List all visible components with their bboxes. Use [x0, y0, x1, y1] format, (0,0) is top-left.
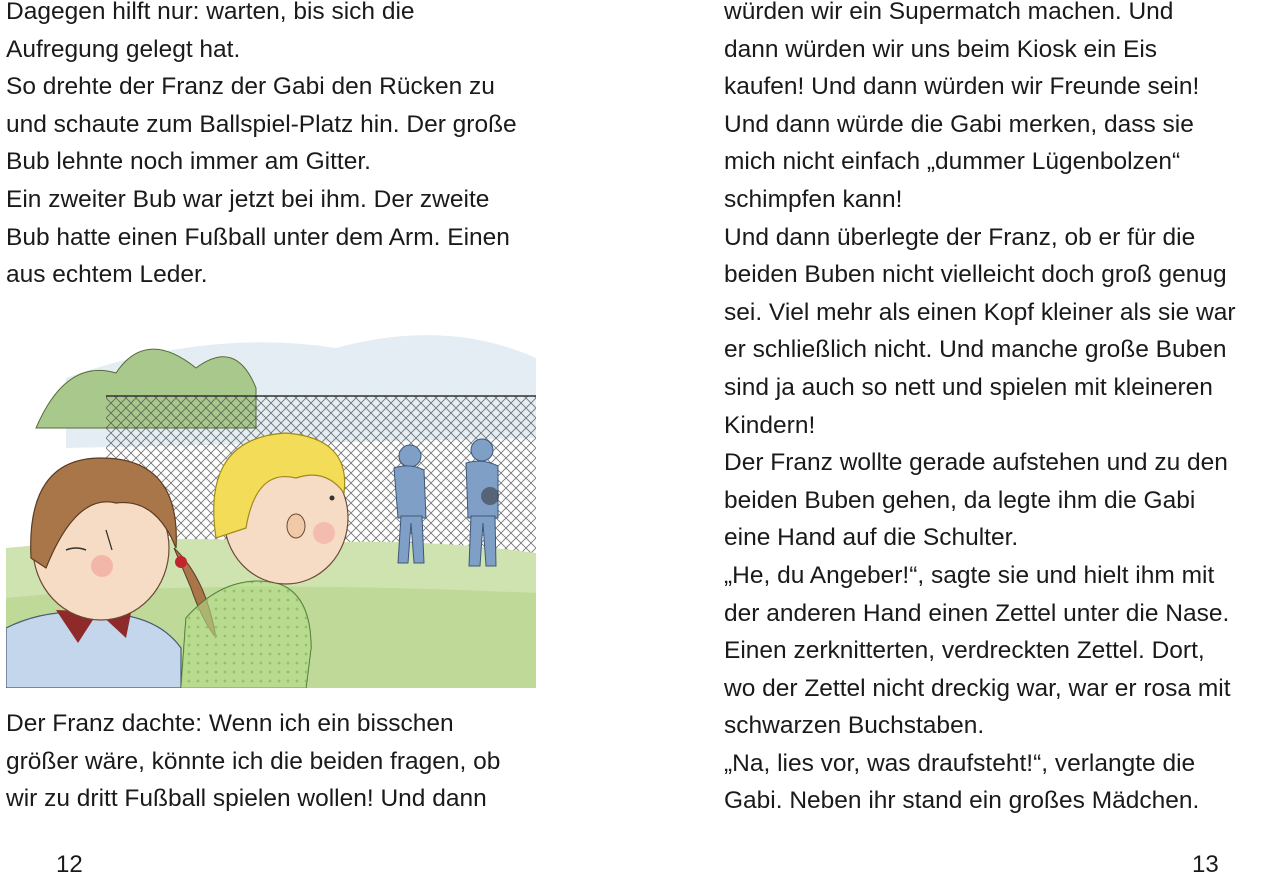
text-line: Und dann überlegte der Franz, ob er für die: [724, 223, 1196, 251]
text-line: beiden Buben nicht vielleicht doch groß genug: [724, 261, 1227, 289]
text-line: eine Hand auf die Schulter.: [724, 524, 1019, 552]
text-line: Dagegen hilft nur: warten, bis sich die: [6, 0, 415, 25]
right-page-text: [724, 0, 1236, 820]
left-page-bottom-text: [6, 705, 500, 818]
text-line: schwarzen Buchstaben.: [724, 712, 985, 740]
right-page: [636, 0, 1272, 878]
story-illustration: [6, 318, 546, 688]
text-line: dann würden wir uns beim Kiosk ein Eis: [724, 35, 1158, 63]
text-line: wir zu dritt Fußball spielen wollen! Und dann: [6, 785, 487, 813]
text-line: sei. Viel mehr als einen Kopf kleiner als sie war: [724, 298, 1236, 326]
left-page-top-text: [6, 0, 517, 294]
text-line: beiden Buben gehen, da legte ihm die Gabi: [724, 486, 1196, 514]
text-line: aus echtem Leder.: [6, 261, 208, 289]
text-line: Bub hatte einen Fußball unter dem Arm. Einen: [6, 223, 510, 251]
text-line: würden wir ein Supermatch machen. Und: [724, 0, 1174, 25]
text-line: Bub lehnte noch immer am Gitter.: [6, 148, 371, 176]
text-line: schimpfen kann!: [724, 185, 903, 213]
text-line: der anderen Hand einen Zettel unter die Nase.: [724, 599, 1230, 627]
text-line: und schaute zum Ballspiel-Platz hin. Der große: [6, 110, 517, 138]
text-line: Kindern!: [724, 411, 816, 439]
text-line: Einen zerknitterten, verdreckten Zettel. Dort,: [724, 637, 1205, 665]
text-line: sind ja auch so nett und spielen mit kleineren: [724, 373, 1213, 401]
page-number: 13: [1192, 851, 1219, 878]
page-number: 12: [56, 851, 83, 878]
text-line: größer wäre, könnte ich die beiden fragen, ob: [6, 747, 501, 775]
text-line: er schließlich nicht. Und manche große Buben: [724, 336, 1227, 364]
text-line: So drehte der Franz der Gabi den Rücken zu: [6, 73, 495, 101]
left-page: [0, 0, 636, 878]
text-line: kaufen! Und dann würden wir Freunde sein!: [724, 73, 1200, 101]
text-line: Gabi. Neben ihr stand ein großes Mädchen.: [724, 787, 1200, 815]
text-line: „He, du Angeber!“, sagte sie und hielt ihm mit: [724, 561, 1215, 589]
text-line: mich nicht einfach „dummer Lügenbolzen“: [724, 148, 1181, 176]
text-line: „Na, lies vor, was draufsteht!“, verlangte die: [724, 749, 1196, 777]
text-line: Der Franz dachte: Wenn ich ein bisschen: [6, 710, 454, 737]
text-line: Ein zweiter Bub war jetzt bei ihm. Der zweite: [6, 185, 490, 213]
text-line: Aufregung gelegt hat.: [6, 35, 241, 63]
text-line: wo der Zettel nicht dreckig war, war er rosa mit: [724, 674, 1231, 702]
text-line: Der Franz wollte gerade aufstehen und zu den: [724, 449, 1228, 477]
text-line: Und dann würde die Gabi merken, dass sie: [724, 110, 1194, 138]
